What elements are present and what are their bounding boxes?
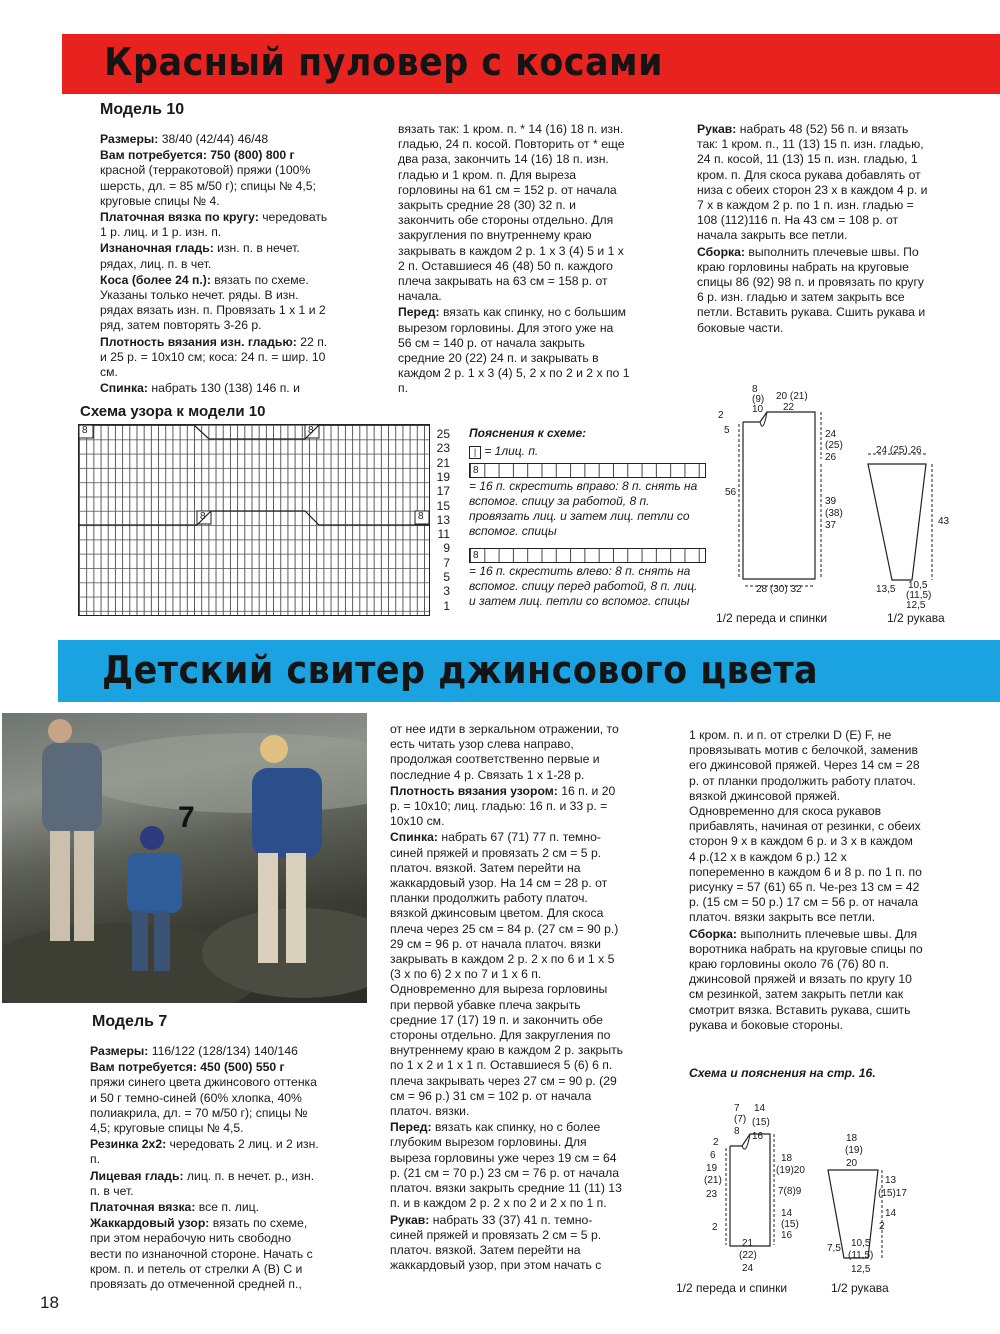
dimension-label: 5 <box>724 425 730 436</box>
legend-text: = 16 п. скрестить влево: 8 п. снять на вспомог. спицу перед работой, 8 п. лиц. и затем лиц. петли со вспомог. спицы <box>469 564 698 608</box>
dimension-label: 6 <box>710 1150 716 1161</box>
cable-mark: 8 <box>418 511 424 522</box>
dimension-label: 7(8)9 <box>778 1186 802 1197</box>
chart-row-label: 7 <box>443 555 450 570</box>
paragraph-heading: Лицевая гладь: <box>90 1168 184 1183</box>
paragraph-text: изн. п. в нечет. рядах, лиц. п. в чет. <box>100 241 300 271</box>
paragraph <box>697 245 931 336</box>
paragraph-text: 22 п. и 25 р. = 10х10 см; коса: 24 п. = шир. 10 см. <box>100 334 328 380</box>
dimension-label: (19) <box>845 1145 863 1156</box>
dimension-label: 10,5 <box>851 1238 871 1249</box>
chart-row-label: 5 <box>443 570 450 584</box>
paragraph <box>390 722 625 783</box>
paragraph <box>90 1169 322 1199</box>
paragraph-heading: Сборка: <box>697 244 745 259</box>
dimension-label: (11,5) <box>848 1250 874 1261</box>
paragraph-heading: Спинка: <box>390 830 438 845</box>
dimension-label: 23 <box>706 1189 718 1200</box>
paragraph-text: 38/40 (42/44) 46/48 <box>158 132 269 146</box>
paragraph-text: вязать по схеме, при этом нерабочую нить свободно вести по изнаночной стороне. Начать с кром. п. и петель от стрелки А (В) С и провязать до отмеченной средней п., <box>90 1216 313 1292</box>
dimension-label: 24 <box>825 429 837 440</box>
dimension-label: (38) <box>825 508 843 519</box>
dimension-label: 18 <box>781 1153 793 1164</box>
paragraph-heading: Платочная вязка: <box>90 1200 196 1215</box>
cable-mark: 8 <box>200 511 206 522</box>
paragraph-text: чередовать 2 лиц. и 2 изн. п. <box>90 1137 319 1167</box>
dimension-label: 26 <box>825 452 837 463</box>
paragraph <box>689 728 923 926</box>
cable-mark: 8 <box>473 465 479 476</box>
cable-mark: 8 <box>473 550 479 561</box>
dimension-label: 14 <box>781 1208 793 1219</box>
title-banner-red <box>62 34 1000 94</box>
paragraph <box>398 122 630 304</box>
chart-row-label: 21 <box>436 455 450 470</box>
title-banner-blue <box>58 640 1000 702</box>
paragraph <box>689 927 923 1033</box>
dimension-label: 20 (21) <box>776 391 808 402</box>
cable-mark: 8 <box>82 425 88 436</box>
dimension-label: 37 <box>825 520 837 531</box>
paragraph-heading: Перед: <box>398 305 440 320</box>
dimension-label: 2 <box>712 1222 718 1233</box>
dimension-label: 16 <box>781 1230 793 1241</box>
paragraph <box>697 122 931 244</box>
paragraph <box>100 335 332 381</box>
dimension-label: 10,5 <box>908 580 928 591</box>
chart-row-label: 17 <box>436 484 450 499</box>
photo-illustration <box>2 713 367 1003</box>
dimension-label: 16 <box>752 1131 764 1142</box>
paragraph-heading: Резинка 2х2: <box>90 1137 167 1152</box>
paragraph-text: вязать как спинку, но с более глубоким вырезом горловины. Для выреза горловины уже через 19 см = 64 р. (21 см = 70 р.) 23 см = 76 р. от начала платоч. вязки закрыть средние 11 (11) 13 п. и в каждом 2 р. 2 х по 2 и 2 х по 1 п. <box>390 1120 622 1211</box>
dimension-label: 10 <box>752 404 764 415</box>
paragraph-heading: Перед: <box>390 1120 432 1135</box>
cable-left-symbol <box>469 548 706 563</box>
pattern-diagram-front-child <box>712 1108 822 1268</box>
model10-column-3 <box>697 122 931 337</box>
paragraph <box>100 148 332 209</box>
dimension-label: 56 <box>725 487 737 498</box>
legend-text: = 1лиц. п. <box>484 444 539 458</box>
paragraph-heading: Сборка: <box>689 926 737 941</box>
paragraph-text: набрать 130 (138) 146 п. и <box>147 381 300 396</box>
article-title: Детский свитер джинсового цвета <box>102 648 819 692</box>
dimension-label: (15)17 <box>878 1188 907 1199</box>
paragraph-heading: Спинка: <box>100 381 148 396</box>
paragraph <box>100 241 332 271</box>
model10-column-1 <box>100 132 332 397</box>
paragraph-heading: Размеры: <box>90 1044 149 1058</box>
dimension-label: 8 <box>752 384 758 395</box>
knit-symbol-icon: | <box>469 446 481 459</box>
dimension-label: 13 <box>885 1175 897 1186</box>
paragraph <box>90 1216 322 1292</box>
paragraph-text: набрать 67 (71) 77 п. темно-синей пряжей и провязать 2 см = 5 р. платоч. вязкой. Затем перейти на жаккардовый узор. На 14 см = 28 р. от планки продолжить работу платоч. вязкой джинсовым цветом. Для скоса плеча через 25 см = 84 р. (27 см = 90 р.) 29 см = 96 р. от начала платоч. вязки закрывать в каждом 2 р. 2 х по 6 и 1 х 5 (3 х по 6) 2 х по 7 и 1 х 6 п. Одновременно для выреза горловины при первой убавке плеча закрыть средние 17 (17) 19 п. и закончить обе стороны отдельно. Для закругления по внутреннему краю в каждом 2 р. закрыть по 1 х 2 и 1 х 1 п. Оставшиеся 5 (6) 6 п. плеча закрывать через 27 см = 90 р. (29 см = 96 р.) 31 см = 102 р. от начала платоч. вязки. <box>390 830 624 1119</box>
dimension-label: 14 <box>754 1103 766 1114</box>
dimension-label: (15) <box>781 1219 799 1230</box>
photo-number: 7 <box>178 801 195 834</box>
dimension-label: (25) <box>825 440 843 451</box>
paragraph <box>390 830 625 1119</box>
paragraph-text: 1 кром. п. и п. от стрелки D (E) F, не провязывать мотив с белочкой, заменив его джинсовой пряжей. Через 14 см = 28 р. от планки продолжить работу платоч. вязкой джинсовой пряжей. Одновременно для скоса рукавов прибавлять, начиная от резинки, с обеих сторон 9 х в каждом 6 р. и 3 х в каждом 4 р.(12 х в каждом 6 р.) 12 х попеременно в каждом 6 и 8 р. по 1 п. по рисунку = 57 (61) 65 п. Че-рез 13 см = 42 р. (15 см = 50 р.) 17 см = 56 р. от начала платоч. вязки закрыть все петли. <box>689 728 922 925</box>
paragraph <box>100 210 332 240</box>
dimension-label: (15) <box>752 1117 770 1128</box>
chart-row-label: 23 <box>436 441 450 456</box>
front-diagram-caption-child: 1/2 переда и спинки <box>676 1281 788 1295</box>
dimension-label: 8 <box>734 1126 740 1137</box>
chart-row-label: 1 <box>443 598 450 613</box>
scheme-title: Схема узора к модели 10 <box>80 403 266 420</box>
model-photo <box>2 713 367 1003</box>
paragraph-heading: Рукав: <box>697 122 737 136</box>
paragraph <box>90 1137 322 1167</box>
dimension-label: 7 <box>734 1103 740 1114</box>
dimension-label: (21) <box>704 1175 722 1186</box>
chart-row-label: 13 <box>436 512 450 527</box>
chart-row-label: 25 <box>436 427 450 441</box>
cable-mark: 8 <box>308 425 314 436</box>
paragraph-text: все п. лиц. <box>195 1200 260 1215</box>
paragraph-heading: Вам потребуется: 450 (500) 550 г <box>90 1060 285 1075</box>
model10-column-2 <box>398 122 630 398</box>
dimension-label: 14 <box>885 1208 897 1219</box>
dimension-label: 39 <box>825 496 837 507</box>
model7-column-1 <box>90 1044 322 1293</box>
model-7-label: Модель 7 <box>92 1013 168 1030</box>
dimension-label: 13,5 <box>876 584 896 595</box>
page-number: 18 <box>40 1293 59 1312</box>
scheme-reference: Схема и пояснения на стр. 16. <box>689 1066 876 1080</box>
legend-title: Пояснения к схеме: <box>469 426 587 440</box>
paragraph-heading: Плотность вязания изн. гладью: <box>100 334 297 349</box>
sleeve-diagram-caption-child: 1/2 рукава <box>831 1281 889 1295</box>
sleeve-diagram-caption: 1/2 рукава <box>887 611 945 625</box>
dimension-label: 24 (25) 26 <box>876 445 922 456</box>
paragraph-text: 116/122 (128/134) 140/146 <box>148 1044 298 1058</box>
model-10-label: Модель 10 <box>100 101 185 118</box>
cable-right-symbol <box>469 463 706 478</box>
dimension-label: 12,5 <box>906 600 926 611</box>
legend-text: = 16 п. скрестить вправо: 8 п. снять на вспомог. спицу за работой, 8 п. провязать лиц. и затем лиц. петли со вспомог. спицы <box>469 479 698 538</box>
paragraph-text: от нее идти в зеркальном отражении, то есть читать узор слева направо, продолжая соответственно первые и последние 4 р. Связать 1 х 1-28 р. <box>390 722 619 782</box>
paragraph-text: выполнить плечевые швы. По краю горловины набрать на круговые спицы 86 (92) 98 п. и провязать по кругу 6 р. изн. гладью и затем закрыть все петли. Вставить рукава. Сшить рукава и боковые части. <box>697 244 926 335</box>
model7-column-3 <box>689 728 923 1034</box>
dimension-label: 18 <box>846 1133 858 1144</box>
dimension-label: (19)20 <box>776 1165 805 1176</box>
article-title: Красный пуловер с косами <box>104 40 664 84</box>
dimension-label: (22) <box>739 1250 757 1261</box>
paragraph-text: лиц. п. в нечет. р., изн. п. в чет. <box>90 1168 315 1198</box>
chart-row-label: 19 <box>436 469 450 484</box>
dimension-label: (9) <box>752 394 765 405</box>
paragraph-heading: Жаккардовый узор: <box>90 1216 210 1231</box>
paragraph <box>390 1120 625 1211</box>
dimension-label: 22 <box>783 402 795 413</box>
paragraph-text: набрать 48 (52) 56 п. и вязать так: 1 кром. п., 11 (13) 15 п. изн. гладью, 24 п. косой, 11 (13) 15 п. изн. гладью, 1 кром. п. Для скоса рукава добавлять от низа с обеих сторон 23 х в каждом 4 р. и 7 х в каждом 2 р. по 1 п. изн. гладью = 108 (112)116 п. На 43 см = 108 р. от начала закрыть все петли. <box>697 122 928 243</box>
chart-row-label: 11 <box>437 527 450 542</box>
cable-lines <box>79 425 429 615</box>
paragraph <box>90 1044 322 1059</box>
dimension-label: 19 <box>706 1163 718 1174</box>
paragraph-heading: Коса (более 24 п.): <box>100 272 211 287</box>
chart-row-label: 9 <box>443 541 450 556</box>
dimension-label: 2 <box>718 410 724 421</box>
front-diagram-caption: 1/2 переда и спинки <box>716 611 828 625</box>
dimension-label: (11,5) <box>906 590 932 601</box>
paragraph <box>100 273 332 334</box>
paragraph-text: выполнить плечевые швы. Для воротника набрать на круговые спицы по краю горловины около 76 (76) 80 п. джинсовой пряжей и вязать по кругу 10 см резинкой, затем закрыть петли как смотрит вязка. Вставить рукава, сшить рукава и боковые стороны. <box>689 926 923 1032</box>
chart-row-label: 3 <box>443 584 450 599</box>
legend-item-knit <box>469 444 709 459</box>
paragraph-heading: Плотность вязания узором: <box>390 783 558 798</box>
paragraph <box>100 381 332 396</box>
paragraph-text: 16 п. и 20 р. = 10х10; лиц. гладью: 16 п. и 33 р. = 10х10 см. <box>390 783 616 829</box>
dimension-label: 2 <box>879 1221 885 1232</box>
dimension-label: 43 <box>938 516 950 527</box>
dimension-label: 24 <box>742 1263 754 1274</box>
paragraph <box>90 1060 322 1136</box>
knitting-chart-grid <box>78 424 430 616</box>
paragraph <box>390 784 625 830</box>
dimension-label: 12,5 <box>851 1264 871 1275</box>
paragraph-heading: Изнаночная гладь: <box>100 241 214 256</box>
paragraph-text: чередовать 1 р. лиц. и 1 р. изн. п. <box>100 210 328 240</box>
paragraph <box>398 305 630 396</box>
paragraph <box>90 1200 322 1215</box>
paragraph-text: вязать так: 1 кром. п. * 14 (16) 18 п. изн. гладью, 24 п. косой. Повторить от * еще два раза, закончить 14 (16) 18 п. изн. гладью и 1 кром. п. Для выреза горловины на 61 см = 152 р. от начала закрыть средние 28 (30) 32 п. и закончить обе стороны отдельно. Для закругления по внутреннему краю закрывать в каждом 2 р. 1 х 3 (4) 5 и 1 х 2 п. Оставшиеся 46 (48) 50 п. каждого плеча закрывать на 63 см = 158 р. от начала. <box>398 122 625 304</box>
chart-row-label: 15 <box>436 498 450 513</box>
dimension-label: 7,5 <box>827 1243 841 1254</box>
dimension-label: 28 (30) 32 <box>756 584 802 595</box>
paragraph-text: пряжи синего цвета джинсового оттенка и 50 г темно-синей (60% хлопка, 40% полиакрила, дл. = 70 м/50 г); спицы № 4,5; круговые спицы № 4,5. <box>90 1075 317 1136</box>
dimension-label: 2 <box>713 1137 719 1148</box>
model7-column-2 <box>390 722 625 1274</box>
paragraph <box>100 132 332 147</box>
dimension-label: 20 <box>846 1158 858 1169</box>
paragraph <box>390 1213 625 1274</box>
paragraph-text: набрать 33 (37) 41 п. темно-синей пряжей и провязать 2 см = 5 р. платоч. вязкой. Затем перейти на жаккардовый узор, при этом начать с <box>390 1212 602 1273</box>
paragraph-text: красной (терракотовой) пряжи (100% шерсть, дл. = 85 м/50 г); спицы № 4,5; круговые спицы № 4. <box>100 163 316 208</box>
paragraph-heading: Вам потребуется: 750 (800) 800 г <box>100 148 295 163</box>
paragraph-text: вязать по схеме. Указаны только нечет. ряды. В изн. рядах вязать изн. п. Провязать 1 х 1 и 2 ряд, затем повторять 3-26 р. <box>100 272 326 333</box>
dimension-label: 21 <box>742 1238 754 1249</box>
paragraph-heading: Размеры: <box>100 132 159 146</box>
paragraph-text: вязать как спинку, но с большим вырезом горловины. Для этого уже на 56 см = 140 р. от начала закрыть средние 20 (22) 24 п. и закрывать в каждом 2 р. 1 х 3 (4) 5, 2 х по 2 и 2 х по 1 п. <box>398 305 630 396</box>
paragraph-heading: Платочная вязка по кругу: <box>100 210 259 225</box>
dimension-label: (7) <box>734 1114 747 1125</box>
paragraph-heading: Рукав: <box>390 1212 430 1227</box>
